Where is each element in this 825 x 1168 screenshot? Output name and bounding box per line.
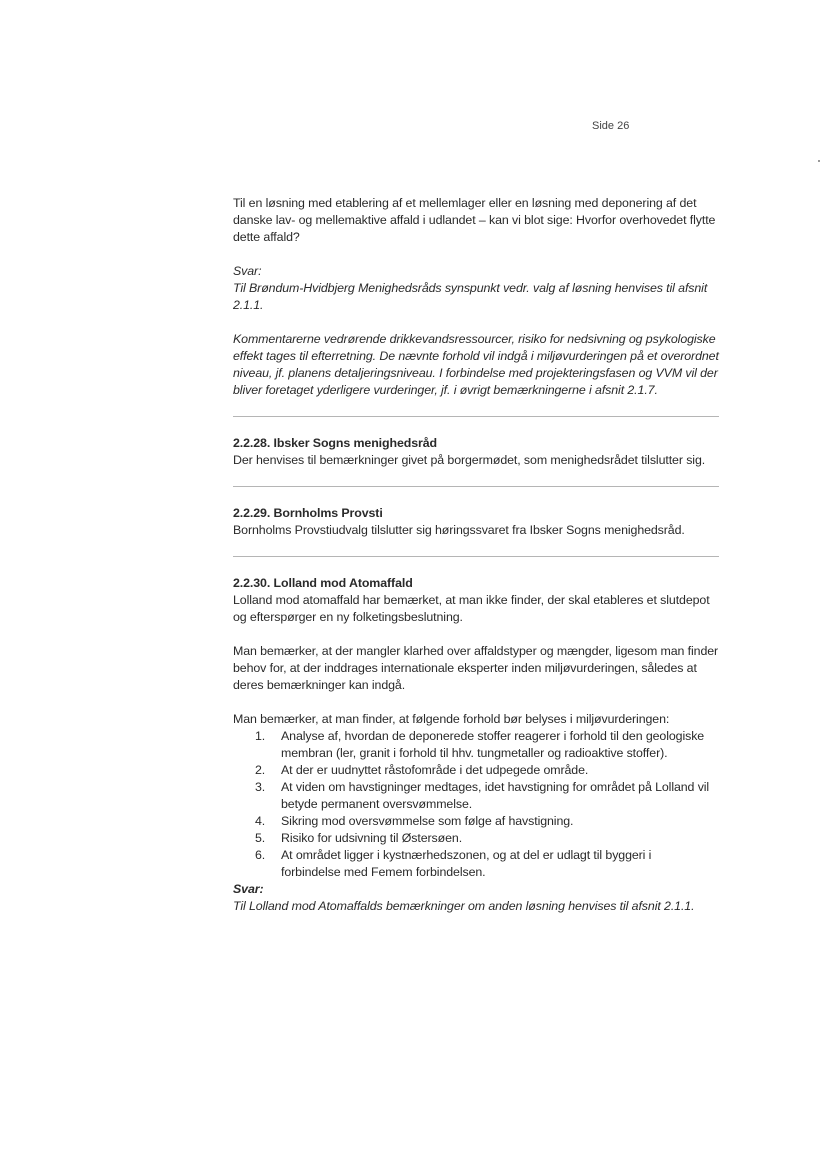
page-number: Side 26 — [592, 120, 630, 132]
list-item — [255, 847, 719, 881]
list-item-number: 1. — [255, 729, 266, 743]
list-item-text: Analyse af, hvordan de deponerede stoffer reagerer i forhold til den geologiske membran (ler, granit i forhold til hhv. tungmetaller og radioaktive stoffer). — [281, 729, 705, 760]
document-body — [233, 195, 719, 915]
section-heading-2-2-28: 2.2.28. Ibsker Sogns menighedsråd — [233, 436, 437, 450]
section-para2-2-2-30: Man bemærker, at der mangler klarhed over affaldstyper og mængder, ligesom man finder behov for, at der inddrages internationale eksperter inden miljøvurderingen, således at deres bemærkninger kan indgå. — [233, 644, 719, 692]
svar-label: Svar: — [233, 882, 264, 896]
list-item-number: 3. — [255, 780, 266, 794]
list-item — [255, 728, 719, 762]
scan-mark — [818, 160, 820, 162]
list-item-number: 5. — [255, 831, 266, 845]
list-item-number: 6. — [255, 848, 266, 862]
svar-label: Svar: — [233, 264, 262, 278]
section-divider — [233, 486, 719, 487]
list-item-number: 2. — [255, 763, 266, 777]
list-item — [255, 830, 719, 847]
section-divider — [233, 416, 719, 417]
section-text-2-2-30: Lolland mod atomaffald har bemærket, at man ikke finder, der skal etableres et slutdepot og efterspørger en ny folketingsbeslutning. — [233, 593, 710, 624]
list-item-text: At området ligger i kystnærhedszonen, og at del er udlagt til byggeri i forbindelse med Femem forbindelsen. — [281, 848, 652, 879]
intro-paragraph: Til en løsning med etablering af et mellemlager eller en løsning med deponering af det danske lav- og mellemaktive affald i udlandet – kan vi blot sige: Hvorfor overhovedet flytte dette affald? — [233, 196, 716, 244]
list-item-text: At der er uudnyttet råstofområde i det udpegede område. — [281, 763, 589, 777]
section-heading-2-2-30: 2.2.30. Lolland mod Atomaffald — [233, 576, 413, 590]
list-item-number: 4. — [255, 814, 266, 828]
list-item-text: At viden om havstigninger medtages, idet havstigning for området på Lolland vil betyde permanent oversvømmelse. — [281, 780, 710, 811]
section-heading-2-2-29: 2.2.29. Bornholms Provsti — [233, 506, 383, 520]
section-divider — [233, 556, 719, 557]
numbered-list — [233, 728, 719, 881]
list-intro: Man bemærker, at man finder, at følgende forhold bør belyses i miljøvurderingen: — [233, 712, 670, 726]
kommentar-paragraph: Kommentarerne vedrørende drikkevandsressourcer, risiko for nedsivning og psykologiske effekt tages til efterretning. De nævnte forhold vil indgå i miljøvurderingen på et overordnet niveau, jf. planens detaljeringsniveau. I forbindelse med projekteringsfasen og VVM vil der bliver foretaget yderligere vurderinger, jf. i øvrigt bemærkningerne i afsnit 2.1.7. — [233, 332, 719, 397]
list-item — [255, 813, 719, 830]
svar-text: Til Brøndum-Hvidbjerg Menighedsråds synspunkt vedr. valg af løsning henvises til afsnit 2.1.1. — [233, 281, 708, 312]
svar-text: Til Lolland mod Atomaffalds bemærkninger om anden løsning henvises til afsnit 2.1.1. — [233, 899, 695, 913]
list-item-text: Risiko for udsivning til Østersøen. — [281, 831, 463, 845]
list-item-text: Sikring mod oversvømmelse som følge af havstigning. — [281, 814, 574, 828]
list-item — [255, 762, 719, 779]
list-item — [255, 779, 719, 813]
section-text-2-2-28: Der henvises til bemærkninger givet på borgermødet, som menighedsrådet tilslutter sig. — [233, 453, 706, 467]
section-text-2-2-29: Bornholms Provstiudvalg tilslutter sig høringssvaret fra Ibsker Sogns menighedsråd. — [233, 523, 685, 537]
